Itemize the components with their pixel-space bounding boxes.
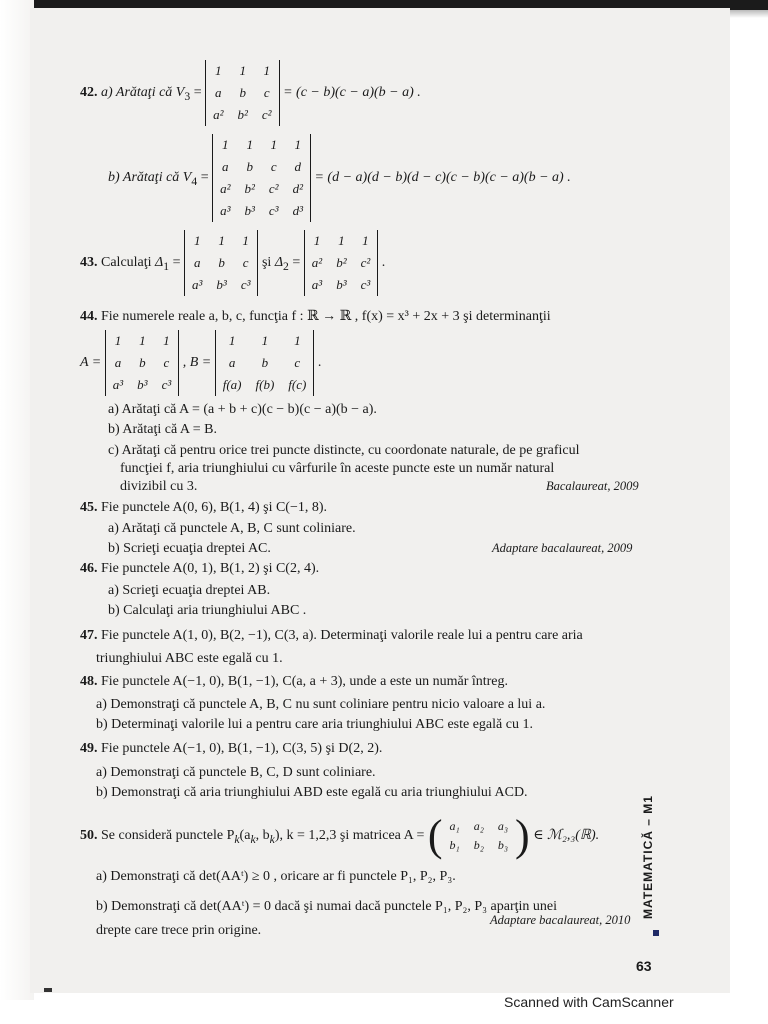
problem-49 (80, 742, 382, 756)
scanner-watermark: Scanned with CamScanner (504, 994, 674, 1010)
a-symbol: A = (80, 355, 102, 371)
cell: a² (220, 181, 231, 196)
cell: c³ (161, 377, 172, 392)
matrix-membership: ∈ ℳ₂,₃(ℝ). (533, 828, 600, 844)
determinant-delta1 (184, 230, 258, 296)
cell: 1 (313, 233, 321, 248)
problem-number: 44. (80, 309, 98, 324)
v4-subscript: 4 (191, 175, 198, 189)
cell: 1 (294, 333, 301, 348)
problem-45a: a) Arătaţi că punctele A, B, C sunt coliniare. (108, 521, 356, 536)
delta1-symbol: Δ (155, 255, 164, 271)
cell: a₂ (473, 819, 484, 833)
problem-text: Fie numerele reale a, b, c, funcţia f : ℝ → ℝ , f(x) = x³ + 2x + 3 şi determinanţii (101, 309, 551, 324)
left-paren: ( (427, 811, 443, 860)
problem-48 (80, 675, 508, 689)
cell: f(b) (255, 377, 275, 392)
subscript-k: k (234, 833, 240, 847)
determinant-v4 (212, 134, 311, 222)
problem-label: a) Arătaţi că (101, 85, 173, 101)
problem-number: 49. (80, 741, 98, 756)
cell: a (114, 355, 122, 370)
problem-48a: a) Demonstraţi că punctele A, B, C nu sunt coliniare pentru nicio valoare a lui a. (96, 697, 546, 712)
problem-text: , b (255, 828, 270, 844)
cell: b² (237, 107, 248, 122)
equals-sign: = (292, 255, 301, 271)
problem-label: b) Arătaţi că (108, 170, 180, 186)
cell: f(a) (222, 377, 242, 392)
cell: b₂ (473, 838, 484, 852)
cell: a³ (192, 277, 203, 292)
cell: b³ (137, 377, 148, 392)
delta2-subscript: 2 (283, 260, 289, 274)
subscript-k: k (269, 833, 275, 847)
problem-44b: b) Arătaţi că A = B. (108, 422, 217, 437)
problem-46b: b) Calculaţi aria triunghiului ABC . (108, 603, 307, 618)
problem-number: 50. (80, 828, 98, 844)
matrix-a (443, 817, 516, 855)
problem-45 (80, 501, 327, 515)
problem-number: 42. (80, 85, 98, 101)
problem-48b: b) Determinaţi valorile lui a pentru care aria triunghiului ABC este egală cu 1. (96, 717, 533, 732)
problem-45b: b) Scrieţi ecuaţia dreptei AC. (108, 541, 271, 556)
determinant-delta2 (304, 230, 378, 296)
cell: 1 (239, 63, 246, 78)
cell: 1 (215, 63, 222, 78)
problem-text: Fie punctele A(1, 0), B(2, −1), C(3, a). Determinaţi valorile reale lui a pentru care aria (101, 628, 583, 643)
cell: b² (336, 255, 347, 270)
problem-text: Fie punctele A(−1, 0), B(1, −1), C(3, 5) şi D(2, 2). (101, 741, 383, 756)
cell: b (261, 355, 269, 370)
determinant-b (215, 330, 315, 396)
period: . (381, 255, 386, 271)
v3-formula: = (c − b)(c − a)(b − a) . (283, 85, 421, 101)
page-number: 63 (636, 958, 652, 974)
sidebar-square-marker (653, 930, 659, 936)
problem-46a: a) Scrieţi ecuaţia dreptei AB. (108, 583, 271, 598)
cell: d³ (292, 203, 303, 218)
problem-47 (80, 629, 583, 643)
cell: b₃ (497, 838, 509, 852)
cell: a³ (112, 377, 124, 392)
cell: 1 (193, 233, 201, 248)
b-symbol: , B = (182, 355, 212, 371)
problem-number: 47. (80, 628, 98, 643)
problem-44-determinants (80, 330, 321, 396)
v3-symbol: V (175, 85, 185, 101)
cell: b₁ (449, 838, 460, 852)
cell: a² (213, 107, 224, 122)
problem-46 (80, 562, 319, 576)
problem-number: 45. (80, 500, 98, 515)
cell: c (242, 255, 249, 270)
cell: c (294, 355, 301, 370)
cell: a (215, 85, 222, 100)
cell: c (270, 159, 277, 174)
problem-49b: b) Demonstraţi că aria triunghiului ABD este egală cu aria triunghiului ACD. (96, 785, 528, 800)
equals-sign: = (193, 85, 202, 101)
conjunction: şi (261, 255, 272, 271)
cell: b² (244, 181, 255, 196)
problem-42a (80, 60, 421, 126)
cell: b³ (216, 277, 227, 292)
cell: c² (268, 181, 279, 196)
problem-text: Fie punctele A(0, 6), B(1, 4) şi C(−1, 8). (101, 500, 328, 515)
problem-50a: a) Demonstraţi că det(AAᵗ) ≥ 0 , oricare ar fi punctele P₁, P₂, P₃. (96, 869, 456, 884)
v4-symbol: V (182, 170, 192, 186)
scan-left-margin (0, 0, 34, 1000)
source-citation: Adaptare bacalaureat, 2010 (490, 913, 631, 927)
sidebar-text: MATEMATICĂ – M1 (640, 795, 655, 919)
equals-sign: = (200, 170, 209, 186)
cell: a (193, 255, 201, 270)
cell: b (139, 355, 146, 370)
cell: a³ (311, 277, 323, 292)
section-sidebar-label (640, 780, 662, 940)
v3-subscript: 3 (184, 90, 191, 104)
page-corner-mark (44, 988, 52, 992)
cell: c² (360, 255, 371, 270)
cell: c³ (360, 277, 371, 292)
cell: a³ (220, 203, 231, 218)
problem-44a: a) Arătaţi că A = (a + b + c)(c − b)(c − a)(b − a). (108, 402, 377, 417)
cell: 1 (242, 233, 249, 248)
cell: f(c) (288, 377, 307, 392)
cell: b³ (244, 203, 255, 218)
source-citation: Adaptare bacalaureat, 2009 (492, 541, 633, 555)
problem-text: Fie punctele A(−1, 0), B(1, −1), C(a, a + 3), unde a este un număr întreg. (101, 674, 509, 689)
problem-44c-line3: divizibil cu 3. (120, 479, 198, 494)
cell: a (228, 355, 236, 370)
cell: 1 (270, 137, 277, 152)
problem-44c-line2: funcţiei f, aria triunghiului cu vârfurile în aceste puncte este un număr natural (120, 461, 555, 476)
subscript-k: k (250, 833, 256, 847)
problem-number: 43. (80, 255, 98, 271)
cell: a² (311, 255, 323, 270)
problem-50b-line2: drepte care trece prin origine. (96, 923, 262, 938)
problem-text: Se consideră punctele P (101, 828, 235, 844)
problem-42b (108, 134, 571, 222)
problem-50b-line1: b) Demonstraţi că det(AAᵗ) = 0 dacă şi numai dacă punctele P₁, P₂, P₃ aparţin unei (96, 899, 558, 914)
cell: b (246, 159, 253, 174)
cell: 1 (218, 233, 225, 248)
cell: 1 (139, 333, 146, 348)
problem-44c-line1: c) Arătaţi că pentru orice trei puncte distincte, cu coordonate naturale, de pe graficul (108, 443, 580, 458)
cell: b (239, 85, 246, 100)
cell: 1 (228, 333, 236, 348)
cell: 1 (263, 63, 270, 78)
problem-49a: a) Demonstraţi că punctele B, C, D sunt coliniare. (96, 765, 376, 780)
determinant-v3 (205, 60, 279, 126)
problem-text: Fie punctele A(0, 1), B(1, 2) şi C(2, 4). (101, 561, 320, 576)
cell: 1 (294, 137, 302, 152)
cell: a₁ (449, 819, 460, 833)
cell: 1 (114, 333, 122, 348)
delta1-subscript: 1 (163, 260, 170, 274)
problem-50 (80, 811, 600, 860)
problem-43 (80, 230, 385, 296)
problem-44-intro (80, 310, 551, 324)
cell: 1 (261, 333, 269, 348)
textbook-page (80, 48, 680, 988)
problem-number: 48. (80, 674, 98, 689)
right-paren: ) (515, 811, 530, 860)
cell: 1 (338, 233, 345, 248)
cell: 1 (362, 233, 369, 248)
v4-formula: = (d − a)(d − b)(d − c)(c − b)(c − a)(b − a) . (314, 170, 571, 186)
cell: b (218, 255, 225, 270)
problem-text: ), k = 1,2,3 şi matricea A = (274, 828, 425, 844)
cell: 1 (163, 333, 170, 348)
cell: d² (292, 181, 303, 196)
cell: c³ (268, 203, 279, 218)
source-citation: Bacalaureat, 2009 (546, 479, 639, 493)
determinant-a (105, 330, 179, 396)
cell: 1 (246, 137, 253, 152)
problem-label: Calculaţi (101, 255, 152, 271)
cell: c (263, 85, 270, 100)
cell: c³ (240, 277, 251, 292)
cell: d (294, 159, 302, 174)
period: . (317, 355, 322, 371)
equals-sign: = (172, 255, 181, 271)
problem-47-line2: triunghiului ABC este egală cu 1. (96, 651, 283, 666)
delta2-symbol: Δ (274, 255, 284, 271)
cell: c (163, 355, 170, 370)
problem-number: 46. (80, 561, 98, 576)
cell: a (222, 159, 229, 174)
problem-text: (a (239, 828, 251, 844)
cell: 1 (222, 137, 229, 152)
cell: a₃ (497, 819, 509, 833)
cell: c² (261, 107, 272, 122)
cell: b³ (336, 277, 347, 292)
